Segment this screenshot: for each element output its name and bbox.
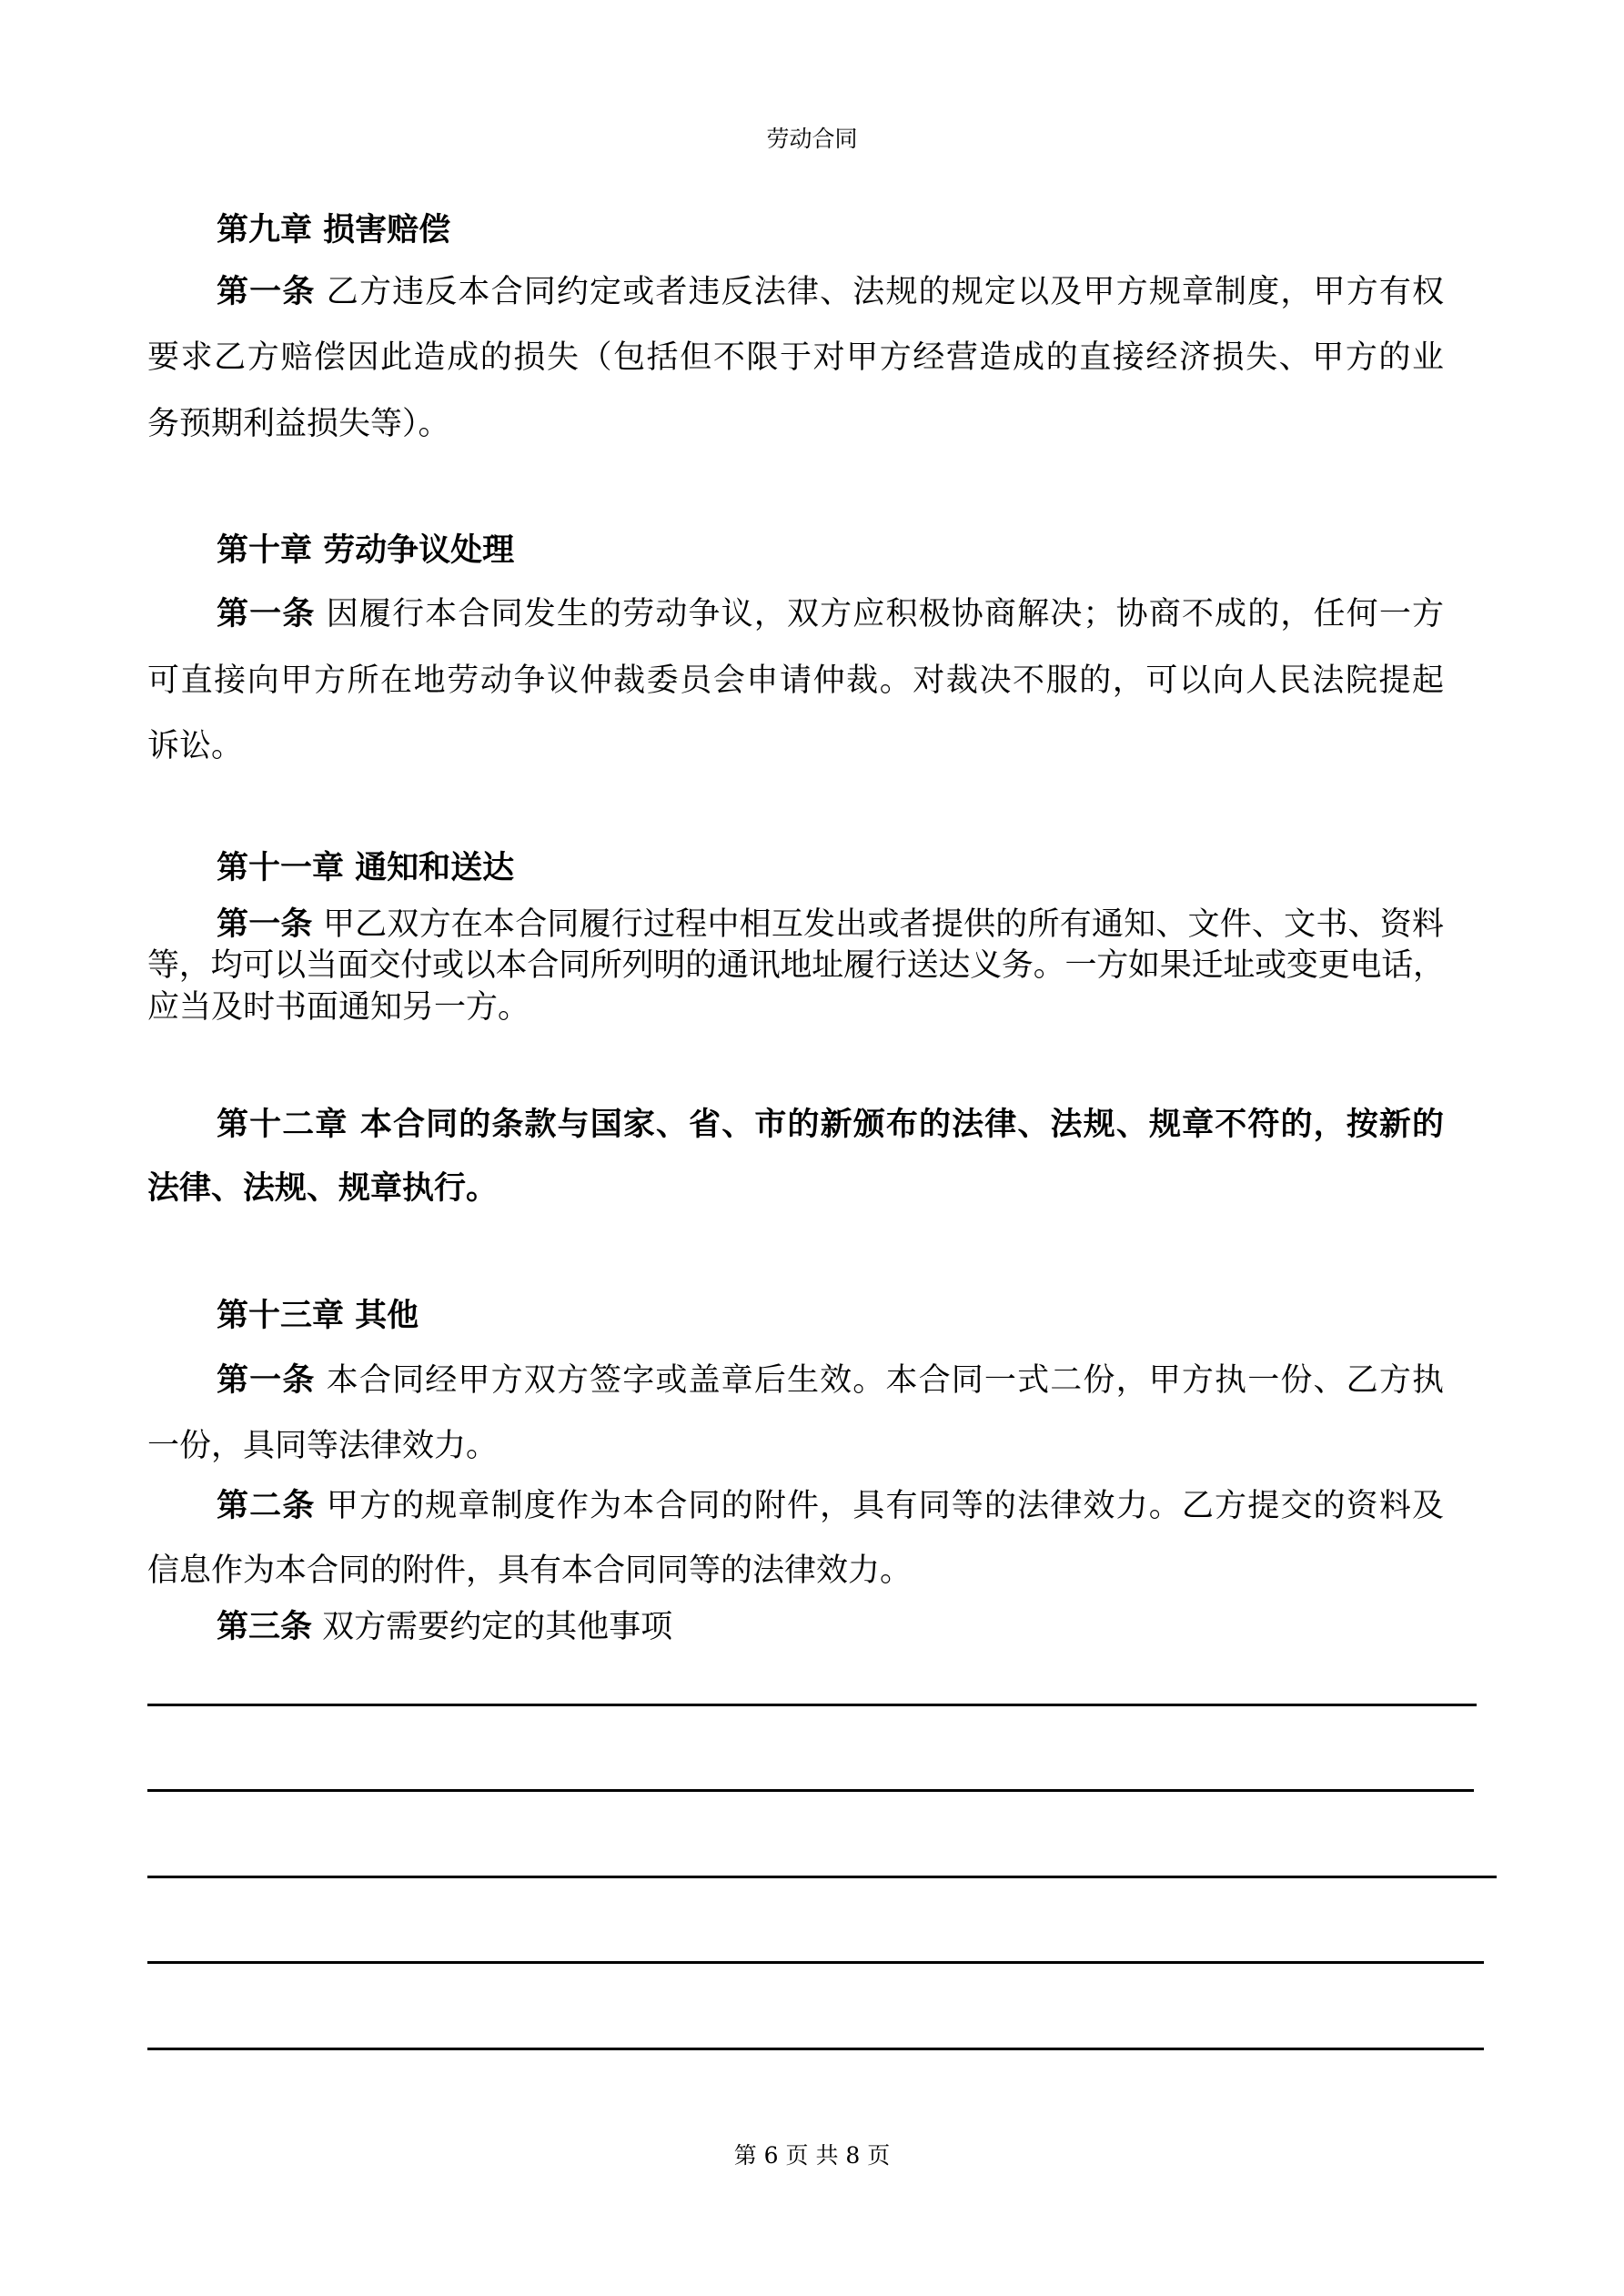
blank-fill-line[interactable] <box>147 1789 1474 1792</box>
text: 乙方违反本合同约定或者违反法律、法规的规定以及甲方规章制度，甲方有权 <box>326 274 1444 310</box>
ch11-article-1-line: 等，均可以当面交付或以本合同所列明的通讯地址履行送达义务。一方如果迁址或变更电话， <box>147 947 1444 984</box>
chapter-12-line: 第十二章 本合同的条款与国家、省、市的新颁布的法律、法规、规章不符的，按新的 <box>217 1107 1444 1143</box>
text: 甲方的规章制度作为本合同的附件，具有同等的法律效力。乙方提交的资料及 <box>326 1488 1444 1524</box>
ch13-article-2-line: 信息作为本合同的附件，具有本合同同等的法律效力。 <box>147 1553 913 1589</box>
article-label: 第一条 <box>217 906 313 943</box>
page-footer: 第 6 页 共 8 页 <box>733 2142 891 2169</box>
chapter-13-title: 第十三章 其他 <box>217 1298 419 1334</box>
chapter-12-line: 法律、法规、规章执行。 <box>147 1170 499 1207</box>
ch11-article-1-line: 应当及时书面通知另一方。 <box>147 989 530 1026</box>
ch9-article-1-line <box>217 273 1444 311</box>
text: 本合同经甲方双方签字或盖章后生效。本合同一式二份，甲方执一份、乙方执 <box>326 1362 1444 1399</box>
text: 双方需要约定的其他事项 <box>322 1609 673 1645</box>
article-label: 第三条 <box>217 1609 313 1645</box>
blank-fill-line[interactable] <box>147 1876 1497 1878</box>
article-label: 第一条 <box>217 596 316 632</box>
text: 甲乙双方在本合同履行过程中相互发出或者提供的所有通知、文件、文书、资料 <box>322 906 1444 943</box>
blank-fill-line[interactable] <box>147 2048 1484 2050</box>
blank-fill-line[interactable] <box>147 1704 1477 1706</box>
ch9-article-1-line: 务预期利益损失等）。 <box>147 406 450 442</box>
ch13-article-3-line <box>217 1608 1444 1646</box>
ch11-article-1-line <box>217 905 1444 944</box>
page-header: 劳动合同 <box>766 126 858 152</box>
ch10-article-1-line: 诉讼。 <box>147 728 244 764</box>
ch13-article-1-line <box>217 1361 1444 1400</box>
ch9-article-1-line: 要求乙方赔偿因此造成的损失（包括但不限于对甲方经营造成的直接经济损失、甲方的业 <box>147 339 1444 376</box>
article-label: 第一条 <box>217 1362 316 1399</box>
ch13-article-1-line: 一份，具同等法律效力。 <box>147 1428 499 1464</box>
chapter-10-title: 第十章 劳动争议处理 <box>217 532 515 569</box>
chapter-11-title: 第十一章 通知和送达 <box>217 850 515 886</box>
blank-fill-line[interactable] <box>147 1961 1484 1964</box>
article-label: 第一条 <box>217 274 316 310</box>
ch10-article-1-line: 可直接向甲方所在地劳动争议仲裁委员会申请仲裁。对裁决不服的，可以向人民法院提起 <box>147 663 1444 699</box>
article-label: 第二条 <box>217 1488 316 1524</box>
text: 因履行本合同发生的劳动争议，双方应积极协商解决；协商不成的，任何一方 <box>326 596 1444 632</box>
chapter-9-title: 第九章 损害赔偿 <box>217 212 451 248</box>
ch10-article-1-line <box>217 595 1444 633</box>
ch13-article-2-line <box>217 1487 1444 1525</box>
